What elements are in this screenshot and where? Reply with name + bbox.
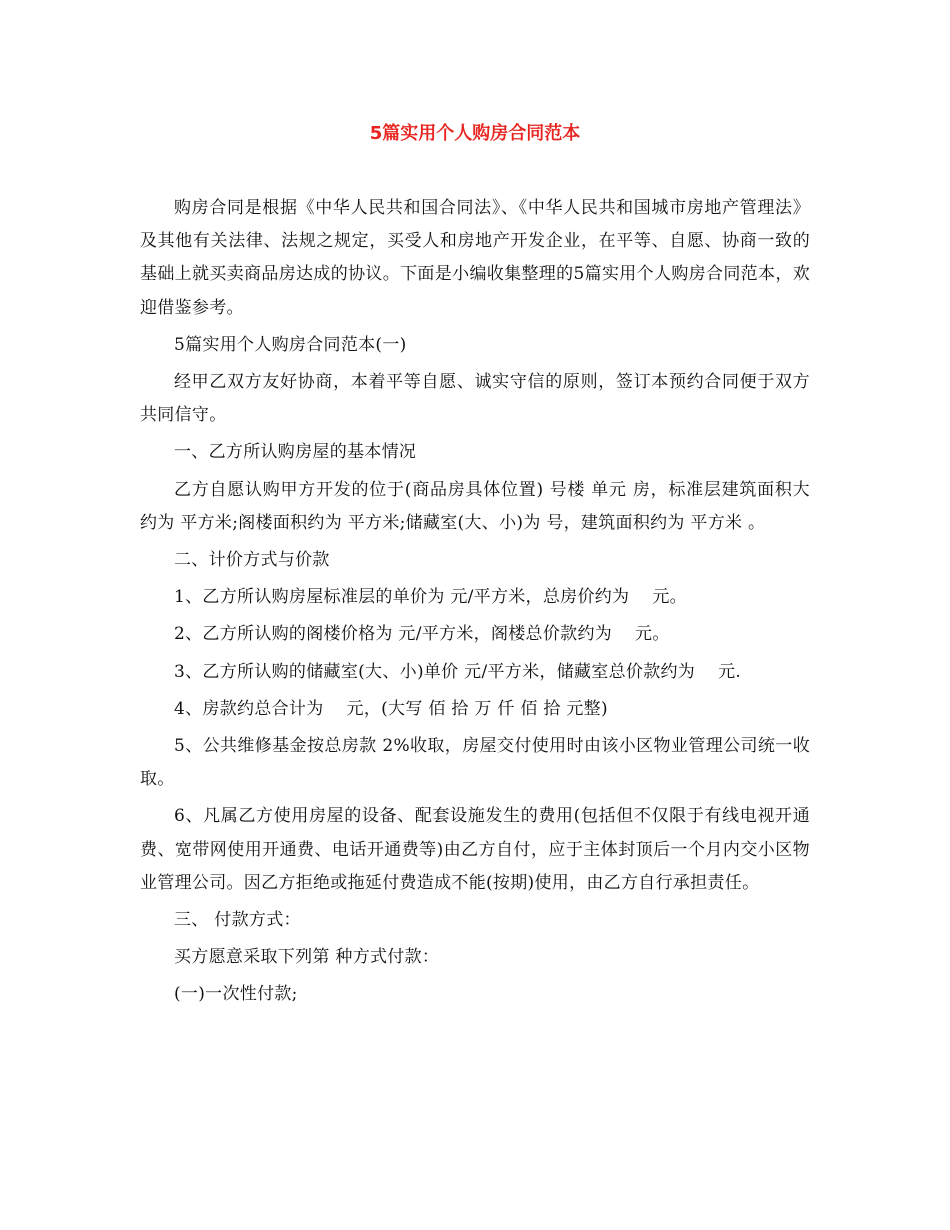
section-heading-contract-one: 5篇实用个人购房合同范本(一) <box>174 334 407 355</box>
document-title: 5篇实用个人购房合同范本 <box>369 123 581 144</box>
clause-paragraph: 买方愿意采取下列第 种方式付款： <box>174 947 440 968</box>
document-body <box>140 192 810 1016</box>
clause-item: 6、凡属乙方使用房屋的设备、配套设施发生的费用(包括但不仅限于有线电视开通费、宽带网使用开通费、电话开通费等)由乙方自付，应于主体封顶后一个月内交小区物业管理公司。因乙方拒绝或拖延付费造成不能(按期)使用，由乙方自行承担责任。 <box>140 806 810 893</box>
clause-item: 5、公共维修基金按总房款 2%收取，房屋交付使用时由该小区物业管理公司统一收取。 <box>140 736 810 790</box>
intro-paragraph: 购房合同是根据《中华人民共和国合同法》、《中华人民共和国城市房地产管理法》及其他有关法律、法规之规定，买受人和房地产开发企业，在平等、自愿、协商一致的基础上就买卖商品房达成的协议。下面是小编收集整理的5篇实用个人购房合同范本，欢迎借鉴参考。 <box>140 198 810 318</box>
clause-item: 2、乙方所认购的阁楼价格为 元/平方米，阁楼总价款约为 元。 <box>174 624 670 645</box>
clause-heading-two: 二、计价方式与价款 <box>174 550 330 571</box>
preamble-paragraph: 经甲乙双方友好协商，本着平等自愿、诚实守信的原则，签订本预约合同便于双方共同信守。 <box>140 372 810 426</box>
clause-item: 3、乙方所认购的储藏室(大、小)单价 元/平方米，储藏室总价款约为 元. <box>174 661 742 682</box>
clause-paragraph: 乙方自愿认购甲方开发的位于(商品房具体位置) 号楼 单元 房，标准层建筑面积大约为 平方米;阁楼面积约为 平方米;储藏室(大、小)为 号，建筑面积约为 平方米 。 <box>140 479 810 533</box>
clause-item: (一)一次性付款; <box>174 984 298 1005</box>
clause-heading-one: 一、乙方所认购房屋的基本情况 <box>174 442 417 463</box>
clause-heading-three: 三、 付款方式： <box>174 910 301 931</box>
clause-item: 4、房款约总合计为 元，(大写 佰 拾 万 仟 佰 拾 元整) <box>174 698 608 719</box>
clause-item: 1、乙方所认购房屋标准层的单价为 元/平方米，总房价约为 元。 <box>174 587 687 608</box>
